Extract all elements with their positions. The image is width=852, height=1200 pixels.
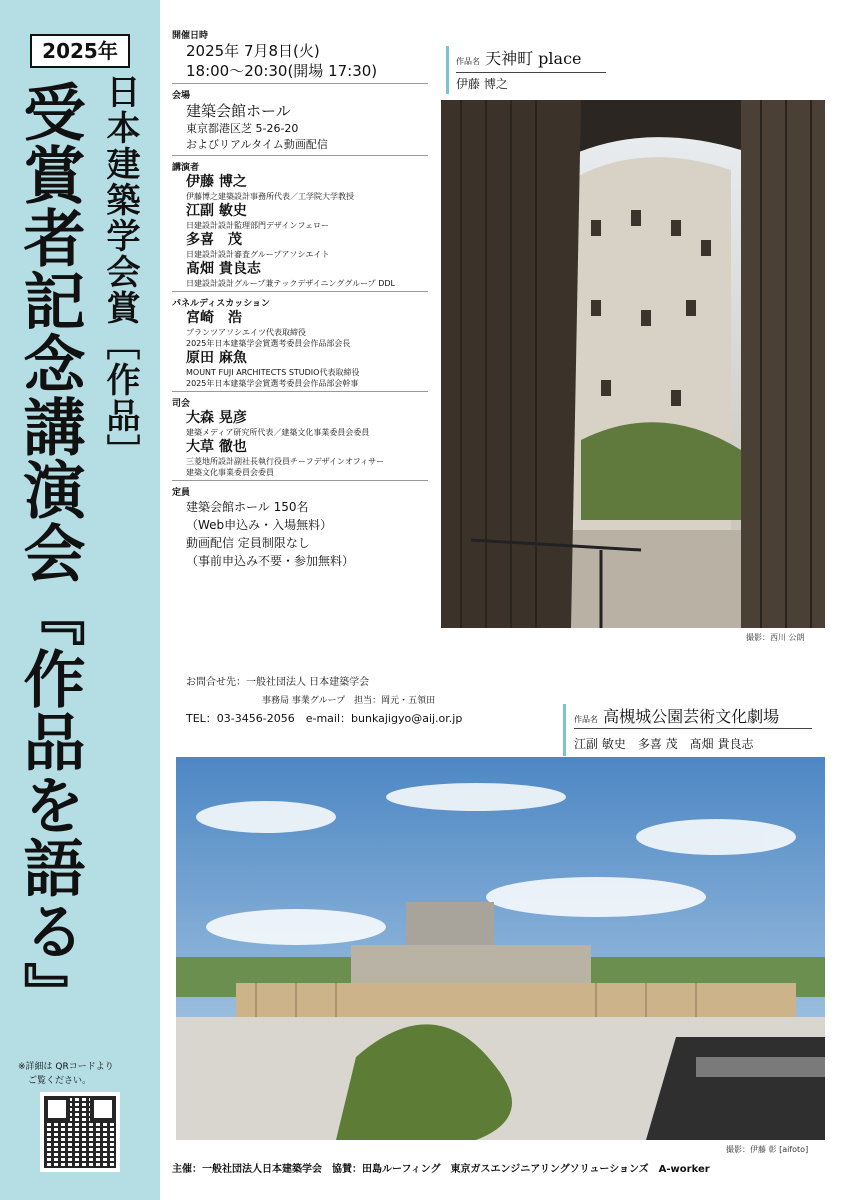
event-time: 18:00～20:30(開場 17:30) <box>186 62 378 80</box>
work-name: 高槻城公園芸術文化劇場 <box>603 707 780 726</box>
capacity-line: （Web申込み・入場無料） <box>186 518 333 532</box>
contact-org: お問合せ先：一般社団法人 日本建築学会 <box>186 677 370 688</box>
accent-bar <box>446 46 449 94</box>
divider <box>172 291 428 292</box>
mc-name: 大草 徹也 <box>186 439 247 455</box>
contact-office: 事務局 事業グループ 担当：岡元・五領田 <box>262 696 436 706</box>
qr-code[interactable] <box>40 1092 120 1172</box>
date-label: 開催日時 <box>172 31 209 41</box>
accent-bar <box>563 704 566 756</box>
panelist-role: MOUNT FUJI ARCHITECTS STUDIO代表取締役 <box>186 368 360 377</box>
qr-note-line-1: ※詳細は QRコードより <box>18 1062 114 1072</box>
venue-stream: およびリアルタイム動画配信 <box>186 138 328 151</box>
takatsuki-theater-photo <box>176 757 825 1140</box>
mc-role: 三菱地所設計副社長執行役員チーフデザインオフィサー <box>186 457 385 466</box>
work-architects: 江副 敏史 多喜 茂 髙畑 貴良志 <box>574 737 754 751</box>
work2-caption <box>574 704 779 752</box>
venue-label: 会場 <box>172 91 191 101</box>
work-label: 作品名 <box>574 715 598 724</box>
divider <box>172 155 428 156</box>
speakers-label: 講演者 <box>172 163 200 173</box>
panelist-role: プランツアソシエイツ代表取締役 <box>186 328 306 337</box>
work-architect: 伊藤 博之 <box>456 77 508 91</box>
mc-role: 建築文化事業委員会委員 <box>186 468 274 477</box>
event-info <box>172 24 428 570</box>
organizers: 主催：一般社団法人日本建築学会 協賛：田島ルーフィング 東京ガスエンジニアリングソリューションズ A-worker <box>172 1164 710 1175</box>
speaker-role: 日建設計設計グループ兼テックデザイニンググループ DDL <box>186 279 395 288</box>
divider <box>172 480 428 481</box>
photo-credit: 撮影：伊藤 彰 [aifoto] <box>726 1145 809 1154</box>
contact-tel-email[interactable]: TEL：03-3456-2056 e-mail：bunkajigyo@aij.or.jp <box>186 712 463 725</box>
mc-name: 大森 晃彦 <box>186 410 247 426</box>
contact-info <box>186 674 486 728</box>
panelist-role: 2025年日本建築学会賞選考委員会作品部会幹事 <box>186 379 359 388</box>
speaker-role: 伊藤博之建築設計事務所代表／工学院大学教授 <box>186 192 354 201</box>
capacity-line: 建築会館ホール 150名 <box>186 500 309 514</box>
speaker-name: 髙畑 貴良志 <box>186 261 261 277</box>
panelist-name: 宮崎 浩 <box>186 310 242 326</box>
panelist-name: 原田 麻魚 <box>186 350 247 366</box>
mc-role: 建築メディア研究所代表／建築文化事業委員会委員 <box>186 428 370 437</box>
panelist-role: 2025年日本建築学会賞選考委員会作品部会長 <box>186 339 351 348</box>
qr-pattern <box>44 1096 116 1168</box>
divider <box>172 391 428 392</box>
year-badge: 2025年 <box>30 34 130 68</box>
courtyard-illustration <box>441 100 825 628</box>
photo-credit: 撮影：西川 公朗 <box>746 633 805 642</box>
speaker-name: 江副 敏史 <box>186 203 247 219</box>
speaker-role: 日建設計設計審査グループアソシエイト <box>186 250 330 259</box>
speaker-name: 多喜 茂 <box>186 232 242 248</box>
speaker-name: 伊藤 博之 <box>186 174 247 190</box>
award-name: 日本建築学会賞［作品］ <box>100 74 140 470</box>
work-name: 天神町 place <box>485 49 582 68</box>
title-sidebar <box>0 0 160 1200</box>
capacity-line: （事前申込み不要・参加無料） <box>186 554 355 568</box>
theater-illustration <box>176 757 825 1140</box>
work-label: 作品名 <box>456 57 480 66</box>
venue-address: 東京都港区芝 5-26-20 <box>186 122 299 135</box>
mc-label: 司会 <box>172 399 191 409</box>
divider <box>172 83 428 84</box>
qr-note-line-2: ご覧ください。 <box>28 1076 92 1086</box>
tenjincho-place-photo <box>441 100 825 628</box>
event-title: 受賞者記念講演会『作品を語る』 <box>13 80 86 1025</box>
event-date: 2025年 7月8日(火) <box>186 42 320 60</box>
speaker-role: 日建設計設計監理部門デザインフェロー <box>186 221 330 230</box>
capacity-line: 動画配信 定員制限なし <box>186 536 310 550</box>
venue-name: 建築会館ホール <box>186 102 291 120</box>
qr-note <box>18 1060 148 1088</box>
panel-label: パネルディスカッション <box>172 299 271 309</box>
work1-caption <box>456 46 582 92</box>
capacity-label: 定員 <box>172 488 191 498</box>
